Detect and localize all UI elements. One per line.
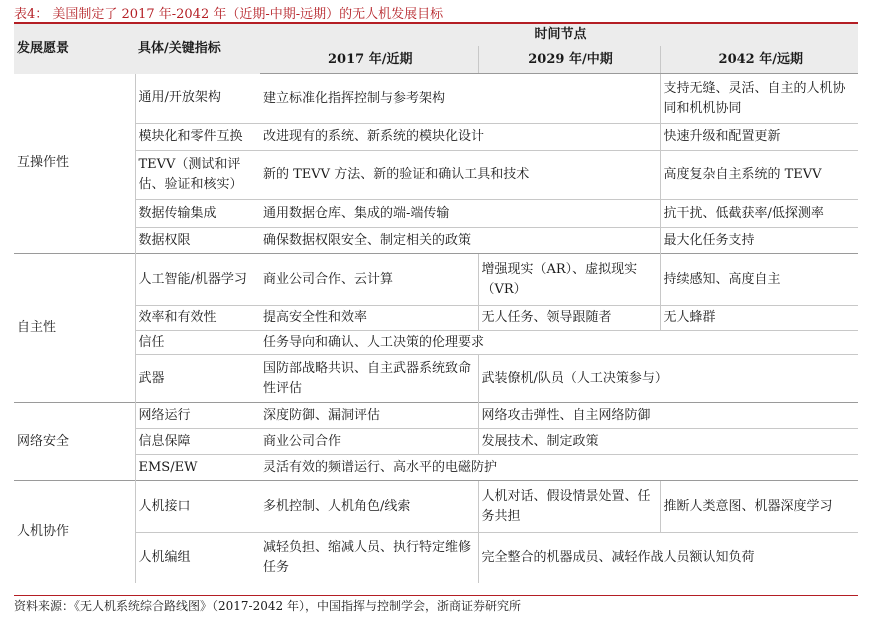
value-2029-cell: 武装僚机/队员（人工决策参与） [478, 355, 858, 403]
value-2017-cell: 任务导向和确认、人工决策的伦理要求 [260, 331, 858, 355]
category-interoperability: 互操作性 [14, 74, 135, 254]
category-human-machine: 人机协作 [14, 481, 135, 583]
header-metric: 具体/关键指标 [135, 24, 260, 74]
metric-cell: 人机接口 [135, 481, 260, 533]
value-2017-cell: 灵活有效的频谱运行、高水平的电磁防护 [260, 455, 858, 481]
metric-cell: 数据传输集成 [135, 200, 260, 228]
value-2017-cell: 通用数据仓库、集成的端-端传输 [260, 200, 660, 228]
value-2017-cell: 减轻负担、缩减人员、执行特定维修任务 [260, 533, 478, 583]
value-2017-cell: 商业公司合作、云计算 [260, 254, 478, 306]
uav-goals-table [14, 24, 858, 583]
footer-rule [14, 595, 858, 596]
metric-cell: TEVV（测试和评估、验证和核实） [135, 151, 260, 200]
value-2042-cell: 持续感知、高度自主 [660, 254, 858, 306]
value-2029-cell: 完全整合的机器成员、减轻作战人员额认知负荷 [478, 533, 858, 583]
metric-cell: 信任 [135, 331, 260, 355]
value-2017-cell: 多机控制、人机角色/线索 [260, 481, 478, 533]
value-2029-cell: 增强现实（AR）、虚拟现实（VR） [478, 254, 660, 306]
header-2029: 2029 年/中期 [478, 46, 660, 74]
header-timeline: 时间节点 [260, 24, 858, 46]
value-2017-cell: 深度防御、漏洞评估 [260, 403, 478, 429]
value-2017-cell: 确保数据权限安全、制定相关的政策 [260, 228, 660, 254]
metric-cell: 网络运行 [135, 403, 260, 429]
value-2017-cell: 改进现有的系统、新系统的模块化设计 [260, 124, 660, 151]
value-2029-cell: 无人任务、领导跟随者 [478, 306, 660, 331]
metric-cell: 通用/开放架构 [138, 90, 221, 106]
value-2017-cell: 商业公司合作 [260, 429, 478, 455]
value-2042-cell: 无人蜂群 [660, 306, 858, 331]
metric-cell: 人工智能/机器学习 [135, 254, 260, 306]
header-2042: 2042 年/远期 [660, 46, 858, 74]
metric-cell: 人机编组 [135, 533, 260, 583]
metric-cell: 模块化和零件互换 [135, 124, 260, 151]
table-caption: 表4： 美国制定了 2017 年-2042 年（近期-中期-远期）的无人机发展目标 [14, 7, 444, 22]
value-2042-cell: 抗干扰、低截获率/低探测率 [660, 200, 858, 228]
value-2017-cell: 提高安全性和效率 [260, 306, 478, 331]
value-2029-cell: 发展技术、制定政策 [478, 429, 858, 455]
header-2017: 2017 年/近期 [260, 46, 478, 74]
metric-cell: EMS/EW [135, 455, 260, 481]
value-2042-cell: 支持无缝、灵活、自主的人机协同和机机协同 [660, 74, 858, 124]
value-2017-cell: 国防部战略共识、自主武器系统致命性评估 [260, 355, 478, 403]
source-note: 资料来源：《无人机系统综合路线图》（2017-2042 年），中国指挥与控制学会，浙商证券研究所 [14, 599, 521, 613]
value-2042-cell: 高度复杂自主系统的 TEVV [660, 151, 858, 200]
value-2042-cell: 最大化任务支持 [660, 228, 858, 254]
metric-cell: 效率和有效性 [135, 306, 260, 331]
value-2042-cell: 快速升级和配置更新 [660, 124, 858, 151]
metric-cell: 武器 [135, 355, 260, 403]
value-2042-cell: 推断人类意图、机器深度学习 [660, 481, 858, 533]
value-2017-cell: 建立标准化指挥控制与参考架构 [263, 90, 446, 106]
metric-cell: 数据权限 [135, 228, 260, 254]
metric-cell: 信息保障 [135, 429, 260, 455]
value-2017-cell: 新的 TEVV 方法、新的验证和确认工具和技术 [260, 151, 660, 200]
header-vision: 发展愿景 [14, 24, 135, 74]
category-cybersecurity: 网络安全 [14, 403, 135, 481]
value-2029-cell: 网络攻击弹性、自主网络防御 [478, 403, 858, 429]
category-autonomy: 自主性 [14, 254, 135, 403]
value-2029-cell: 人机对话、假设情景处置、任务共担 [478, 481, 660, 533]
